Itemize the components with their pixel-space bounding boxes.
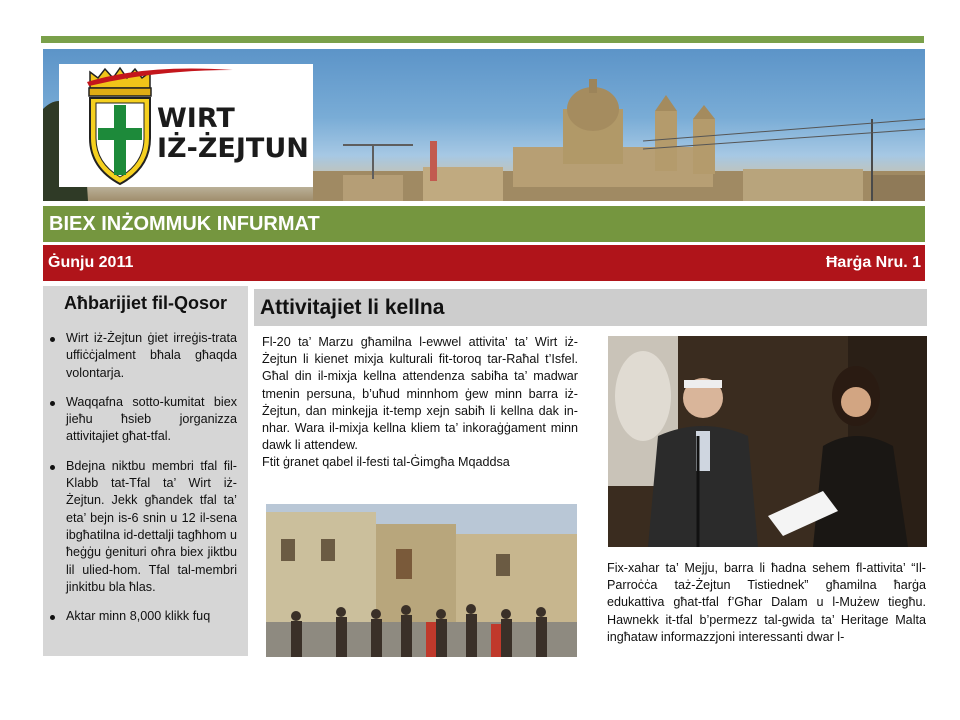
bullet-icon — [50, 615, 55, 620]
article-walk — [262, 334, 578, 492]
list-item — [49, 394, 237, 446]
logo-wordmark — [157, 104, 309, 164]
list-item-text: Aktar minn 8,000 klikk fuq — [66, 609, 211, 624]
logo-line-2: IŻ-ŻEJTUN — [157, 133, 309, 164]
article-paragraph: Fix-xahar ta’ Mejju, barra li ħadna sehem fl-attivita’ “Il-Parroċċa taż-Żejtun Tistiednek” għamilna ħarġa edukattiva għat-tfal f’Għar Dalam u l-Mużew tiegħu. Hawnekk it-tfal b’permezz tal-gwida ta’ Heritage Malta ingħataw informazzjoni interessanti dwar l- — [607, 561, 926, 644]
sidebar-heading: Aħbarijiet fil-Qosor — [63, 293, 227, 313]
newsletter-title-bar — [43, 206, 925, 242]
speaker-event-photo — [608, 336, 927, 547]
bullet-icon — [50, 337, 55, 342]
list-item-text: Bdejna niktbu membri tfal fil-Klabb tat-Tfal ta’ Wirt iż-Żejtun. Jekk għandek tfal ta’ eta’ bejn is-6 snin u 12 il-sena ibgħatilna id-dettalji tagħhom u ħeġġu ġenituri oħra biex jiktbu lil ulied-hom. Tfal tal-membri jinkitbu bla ħlas. — [66, 458, 237, 594]
top-rule — [41, 36, 924, 43]
article-paragraph: Fl-20 ta’ Marzu għamilna l-ewwel attivita’ ta’ Wirt iż-Żejtun li kienet mixja kulturali fit-toroq tar-Raħal t’Isfel. Għal din il-mixja kellna attendenza sabiħa ta’ madwar tmenin persuna, b’uħud minnhom ġew minn barra iż-Żejtun, dan minkejja it-temp xejn sabiħ li kellna dak in-nhar. Wara il-mixja kellna kliem ta’ inkoraġġament minn dawk li attendew. — [262, 335, 578, 453]
logo — [59, 64, 313, 187]
issue-date: Ġunju 2011 — [48, 254, 134, 271]
article-excursion — [607, 560, 926, 657]
logo-line-1: WIRT — [157, 103, 235, 134]
list-item — [49, 458, 237, 596]
newsletter-title: BIEX INŻOMMUK INFURMAT — [49, 213, 320, 235]
list-item-text: Wirt iż-Żejtun ġiet irreġis-trata uffiċċjalment bħala għaqda volontarja. — [66, 331, 237, 380]
bullet-icon — [50, 465, 55, 470]
news-in-brief-sidebar — [43, 286, 248, 656]
list-item-text: Waqqafna sotto-kumitat biex jieħu ħsieb jorganizza attivitajiet għat-tfal. — [66, 394, 237, 444]
header-banner — [43, 49, 925, 201]
section-heading — [254, 289, 927, 326]
list-item — [49, 330, 237, 382]
issue-info-bar — [43, 245, 925, 281]
list-item — [49, 608, 237, 625]
red-swoosh-icon — [85, 66, 235, 86]
article-paragraph: Ftit ġranet qabel il-festi tal-Ġimgħa Mqaddsa — [262, 455, 510, 470]
section-heading-text: Attivitajiet li kellna — [260, 296, 445, 319]
cultural-walk-photo — [266, 504, 577, 657]
issue-number: Ħarġa Nru. 1 — [825, 254, 921, 271]
news-list — [49, 330, 237, 637]
bullet-icon — [50, 401, 55, 406]
